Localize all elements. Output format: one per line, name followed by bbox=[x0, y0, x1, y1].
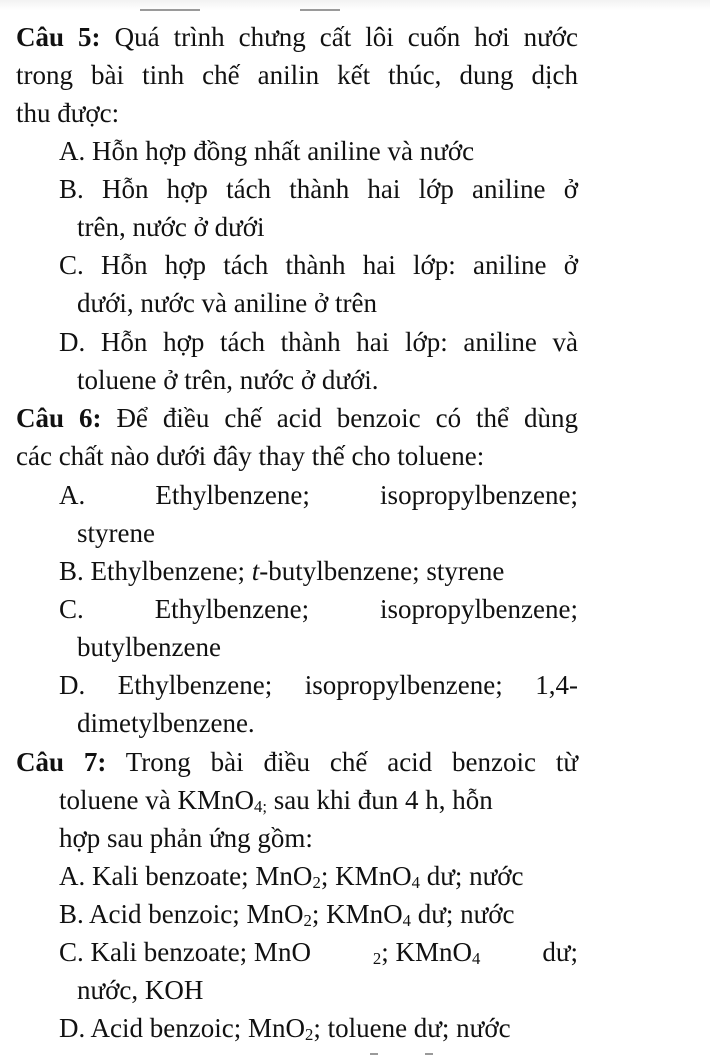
cropped-text-fragment bbox=[425, 1053, 433, 1055]
question-6-label: Câu 6: bbox=[16, 403, 102, 433]
question-5-stem-line-2: trong bài tinh chế anilin kết thúc, dung dịch bbox=[16, 60, 578, 90]
question-5-option-b-line-1: B. Hỗn hợp tách thành hai lớp aniline ở bbox=[59, 174, 578, 204]
question-5-option-c-line-1: C. Hỗn hợp tách thành hai lớp: aniline ở bbox=[59, 250, 578, 280]
question-7-stem-line-3: hợp sau phản ứng gồm: bbox=[59, 823, 313, 853]
question-5-stem-line-1: Câu 5: Quá trình chưng cất lôi cuốn hơi nước bbox=[16, 22, 578, 52]
question-6-option-d-line-2: dimetylbenzene. bbox=[77, 708, 255, 738]
question-6-stem-line-2: các chất nào dưới đây thay thế cho toluene: bbox=[16, 441, 485, 471]
question-5-option-d-line-1: D. Hỗn hợp tách thành hai lớp: aniline và bbox=[59, 327, 578, 357]
question-5-option-d-line-2: toluene ở trên, nước ở dưới. bbox=[77, 365, 379, 395]
question-6-option-c-line-2: butylbenzene bbox=[77, 632, 221, 662]
question-5-option-b-line-2: trên, nước ở dưới bbox=[77, 212, 265, 242]
question-5-option-c-line-2: dưới, nước và aniline ở trên bbox=[77, 288, 378, 318]
top-edge-shadow bbox=[0, 0, 710, 10]
question-7-option-c-line-1: C. Kali benzoate; MnO $_2$; KMnO$_4$ dư; bbox=[59, 937, 578, 968]
question-6-option-a-line-1: A. Ethylbenzene; isopropylbenzene; bbox=[59, 480, 578, 510]
question-6-option-d-line-1: D. Ethylbenzene; isopropylbenzene; 1,4- bbox=[59, 670, 578, 700]
question-7-option-d: D. Acid benzoic; MnO$_2$; toluene dư; nước bbox=[59, 1013, 511, 1044]
question-7-label: Câu 7: bbox=[16, 747, 107, 777]
cropped-text-fragment bbox=[140, 9, 200, 11]
question-7-option-a: A. Kali benzoate; MnO$_2$; KMnO$_4$ dư; nước bbox=[59, 861, 524, 892]
question-5-label: Câu 5: bbox=[16, 22, 101, 52]
cropped-text-fragment bbox=[300, 9, 340, 11]
question-6-option-b: B. Ethylbenzene; t-butylbenzene; styrene bbox=[59, 556, 505, 586]
cropped-text-fragment bbox=[370, 1053, 378, 1055]
question-5-stem-line-3: thu được: bbox=[16, 98, 120, 128]
question-7-stem-line-2: toluene và KMnO$_{4;}$ sau khi đun 4 h, hỗn bbox=[59, 785, 493, 816]
question-7-option-c-line-2: nước, KOH bbox=[77, 975, 204, 1005]
question-7-stem-line-1: Câu 7: Trong bài điều chế acid benzoic từ bbox=[16, 747, 578, 777]
question-6-option-c-line-1: C. Ethylbenzene; isopropylbenzene; bbox=[59, 594, 578, 624]
question-6-stem-line-1: Câu 6: Để điều chế acid benzoic có thể dùng bbox=[16, 403, 578, 433]
question-5-option-a: A. Hỗn hợp đồng nhất aniline và nước bbox=[59, 136, 475, 166]
question-6-option-a-line-2: styrene bbox=[77, 518, 155, 548]
question-7-option-b: B. Acid benzoic; MnO$_2$; KMnO$_4$ dư; nước bbox=[59, 899, 515, 930]
